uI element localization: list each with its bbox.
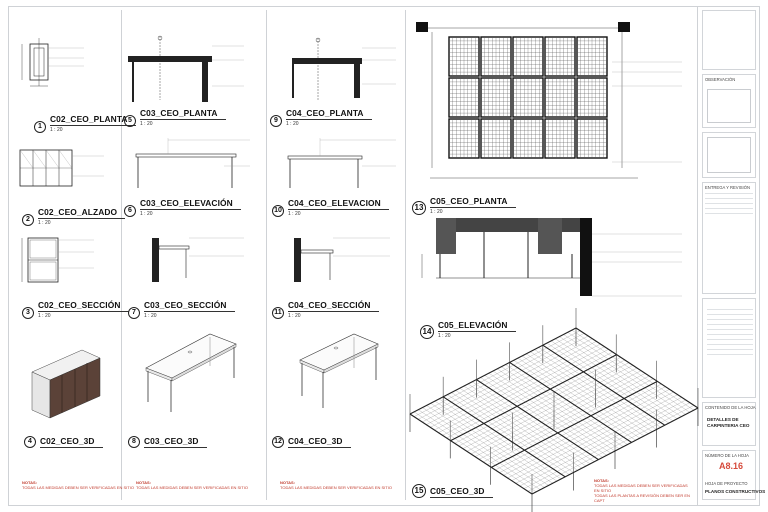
observations-label: OBSERVACIÓN <box>705 77 736 82</box>
detail-label-9 <box>270 108 372 127</box>
detail-scale: 1 : 20 <box>140 211 153 217</box>
detail-title: C04_CEO_3D <box>288 436 351 448</box>
detail-label-11 <box>272 300 379 319</box>
detail-title: C03_CEO_3D <box>144 436 207 448</box>
detail-scale: 1 : 20 <box>286 121 299 127</box>
drawing-c04-3d-table <box>296 330 406 420</box>
drawing-c05-planta-grid <box>412 20 692 210</box>
detail-scale: 1 : 20 <box>38 313 51 319</box>
drawing-c03-elevacion <box>124 136 254 196</box>
detail-label-4 <box>24 436 103 448</box>
detail-number: 3 <box>22 307 34 319</box>
detail-label-10 <box>272 198 389 217</box>
detail-number: 14 <box>420 325 434 339</box>
mesh-line <box>447 352 613 438</box>
detail-label-15 <box>412 484 493 498</box>
detail-label-12 <box>272 436 351 448</box>
detail-label-2 <box>22 207 125 226</box>
detail-number: 8 <box>128 436 140 448</box>
sheet-type-label: HOJA DE PROYECTO <box>705 481 748 486</box>
detail-title: C05_CEO_PLANTA <box>430 196 516 208</box>
mesh-line <box>512 395 678 481</box>
detail-title: C02_CEO_3D <box>40 436 103 448</box>
observations-box <box>702 74 756 128</box>
drawing-c04-seccion <box>286 232 416 292</box>
content-value: DETALLES DE CARPINTERIA CEO <box>707 417 750 428</box>
frame-beam <box>451 355 617 441</box>
revisions-table <box>705 193 753 218</box>
detail-label-8 <box>128 436 207 448</box>
frame-beam <box>510 362 632 442</box>
detail-title: C02_CEO_SECCIÓN <box>38 300 129 312</box>
drawing-c03-planta <box>124 30 254 110</box>
notes-block <box>594 478 694 503</box>
frame-beam <box>476 380 598 460</box>
detail-title: C05_ELEVACIÓN <box>438 320 516 332</box>
drawing-c05-3d-grid <box>406 326 696 496</box>
column-divider <box>121 10 122 500</box>
detail-number: 4 <box>24 436 36 448</box>
column-divider <box>697 6 698 506</box>
detail-scale: 1 : 20 <box>288 313 301 319</box>
notes-text: TODAS LAS MEDIDAS DEBEN SER VERIFICADAS EN SITIO <box>280 485 392 490</box>
detail-number: 7 <box>128 307 140 319</box>
mesh-line <box>495 384 661 470</box>
detail-title: C04_CEO_PLANTA <box>286 108 372 120</box>
observations-frame <box>707 89 751 123</box>
detail-title: C02_CEO_ALZADO <box>38 207 125 219</box>
frame-beam <box>543 345 665 425</box>
notes-heading: NOTAS: <box>22 480 38 485</box>
revisions-box <box>702 182 756 294</box>
detail-scale: 1 : 20 <box>50 127 63 133</box>
drawing-c04-elevacion <box>270 136 400 196</box>
mesh-line <box>479 373 645 459</box>
drawing-c02-3d-cabinet <box>24 344 124 424</box>
notes-block <box>280 480 410 490</box>
mesh-line <box>414 331 580 417</box>
detail-title: C04_CEO_SECCIÓN <box>288 300 379 312</box>
mesh-line <box>508 392 674 478</box>
mesh-line <box>443 349 609 435</box>
sheet-type-value: PLANOS CONSTRUCTIVOS <box>705 489 766 494</box>
mesh-line <box>483 376 649 462</box>
detail-scale: 1 : 20 <box>140 121 153 127</box>
detail-title: C02_CEO_PLANTA <box>50 114 136 126</box>
project-info-lines <box>707 309 753 359</box>
notes-text: TODAS LAS MEDIDAS DEBEN SER VERIFICADAS EN SITIO <box>22 485 134 490</box>
drawing-c03-seccion <box>144 232 274 292</box>
drawing-c03-3d-table <box>142 330 262 420</box>
mesh-line <box>430 341 596 427</box>
detail-label-5 <box>124 108 226 127</box>
detail-scale: 1 : 20 <box>144 313 157 319</box>
detail-scale: 1 : 20 <box>38 220 51 226</box>
detail-number: 15 <box>412 484 426 498</box>
sheet-number-label: NÚMERO DE LA HOJA <box>705 453 749 458</box>
stamp-box <box>702 132 756 178</box>
detail-title: C03_CEO_PLANTA <box>140 108 226 120</box>
detail-scale: 1 : 20 <box>438 333 451 339</box>
detail-number: 12 <box>272 436 284 448</box>
notes-text: TODAS LAS MEDIDAS DEBEN SER VERIFICADAS EN SITIO <box>136 485 248 490</box>
notes-heading: NOTAS: <box>280 480 296 485</box>
detail-number: 10 <box>272 205 284 217</box>
stamp-frame <box>707 137 751 173</box>
sheet-number-box <box>702 450 766 500</box>
frame-beam <box>443 397 565 477</box>
frame-beam <box>491 381 657 467</box>
notes-text: TODAS LAS PLANTAS A REVISIÓN DEBEN SER EN CAPT <box>594 493 690 503</box>
detail-number: 5 <box>124 115 136 127</box>
notes-text: TODAS LAS MEDIDAS DEBEN SER VERIFICADAS EN SITIO <box>594 483 688 493</box>
mesh-line <box>422 336 588 422</box>
sheet-number: A8.16 <box>719 461 744 471</box>
detail-number: 6 <box>124 205 136 217</box>
detail-scale: 1 : 20 <box>288 211 301 217</box>
mesh-line <box>524 403 690 489</box>
drawing-c02-seccion <box>14 234 114 294</box>
detail-label-3 <box>22 300 129 319</box>
content-label: CONTENIDO DE LA HOJA <box>705 405 756 410</box>
mesh-line <box>520 400 686 486</box>
revisions-label: ENTREGA Y REVISIÓN <box>705 185 750 190</box>
notes-block <box>136 480 266 490</box>
detail-scale: 1 : 20 <box>430 209 443 215</box>
drawing-c05-elevacion <box>412 212 692 312</box>
frame-beam <box>410 328 576 414</box>
notes-heading: NOTAS: <box>594 478 610 483</box>
mesh-line <box>475 371 641 457</box>
mesh-line <box>418 333 584 419</box>
content-box <box>702 402 756 446</box>
drawing-c04-planta <box>270 34 400 114</box>
mesh-line <box>499 387 665 473</box>
mesh-line <box>463 363 629 449</box>
detail-label-7 <box>128 300 235 319</box>
mesh-line <box>467 365 633 451</box>
mesh-line <box>504 389 670 475</box>
notes-block <box>22 480 152 490</box>
notes-heading: NOTAS: <box>136 480 152 485</box>
detail-number: 9 <box>270 115 282 127</box>
drawing-c02-planta <box>14 36 114 116</box>
mesh-line <box>438 347 604 433</box>
detail-number: 1 <box>34 121 46 133</box>
mesh-line <box>434 344 600 430</box>
detail-number: 2 <box>22 214 34 226</box>
mesh-line <box>471 368 637 454</box>
detail-number: 11 <box>272 307 284 319</box>
detail-title: C04_CEO_ELEVACION <box>288 198 389 210</box>
detail-title: C03_CEO_SECCIÓN <box>144 300 235 312</box>
logo-box <box>702 10 756 70</box>
frame-beam <box>410 414 532 494</box>
mesh-line <box>459 360 625 446</box>
detail-title: C05_CEO_3D <box>430 486 493 498</box>
detail-label-1 <box>34 114 136 133</box>
detail-title: C03_CEO_ELEVACIÓN <box>140 198 241 210</box>
frame-beam <box>576 328 698 408</box>
detail-label-6 <box>124 198 241 217</box>
detail-number: 13 <box>412 201 426 215</box>
drawing-c02-alzado <box>14 148 114 198</box>
project-info-box <box>702 298 756 398</box>
